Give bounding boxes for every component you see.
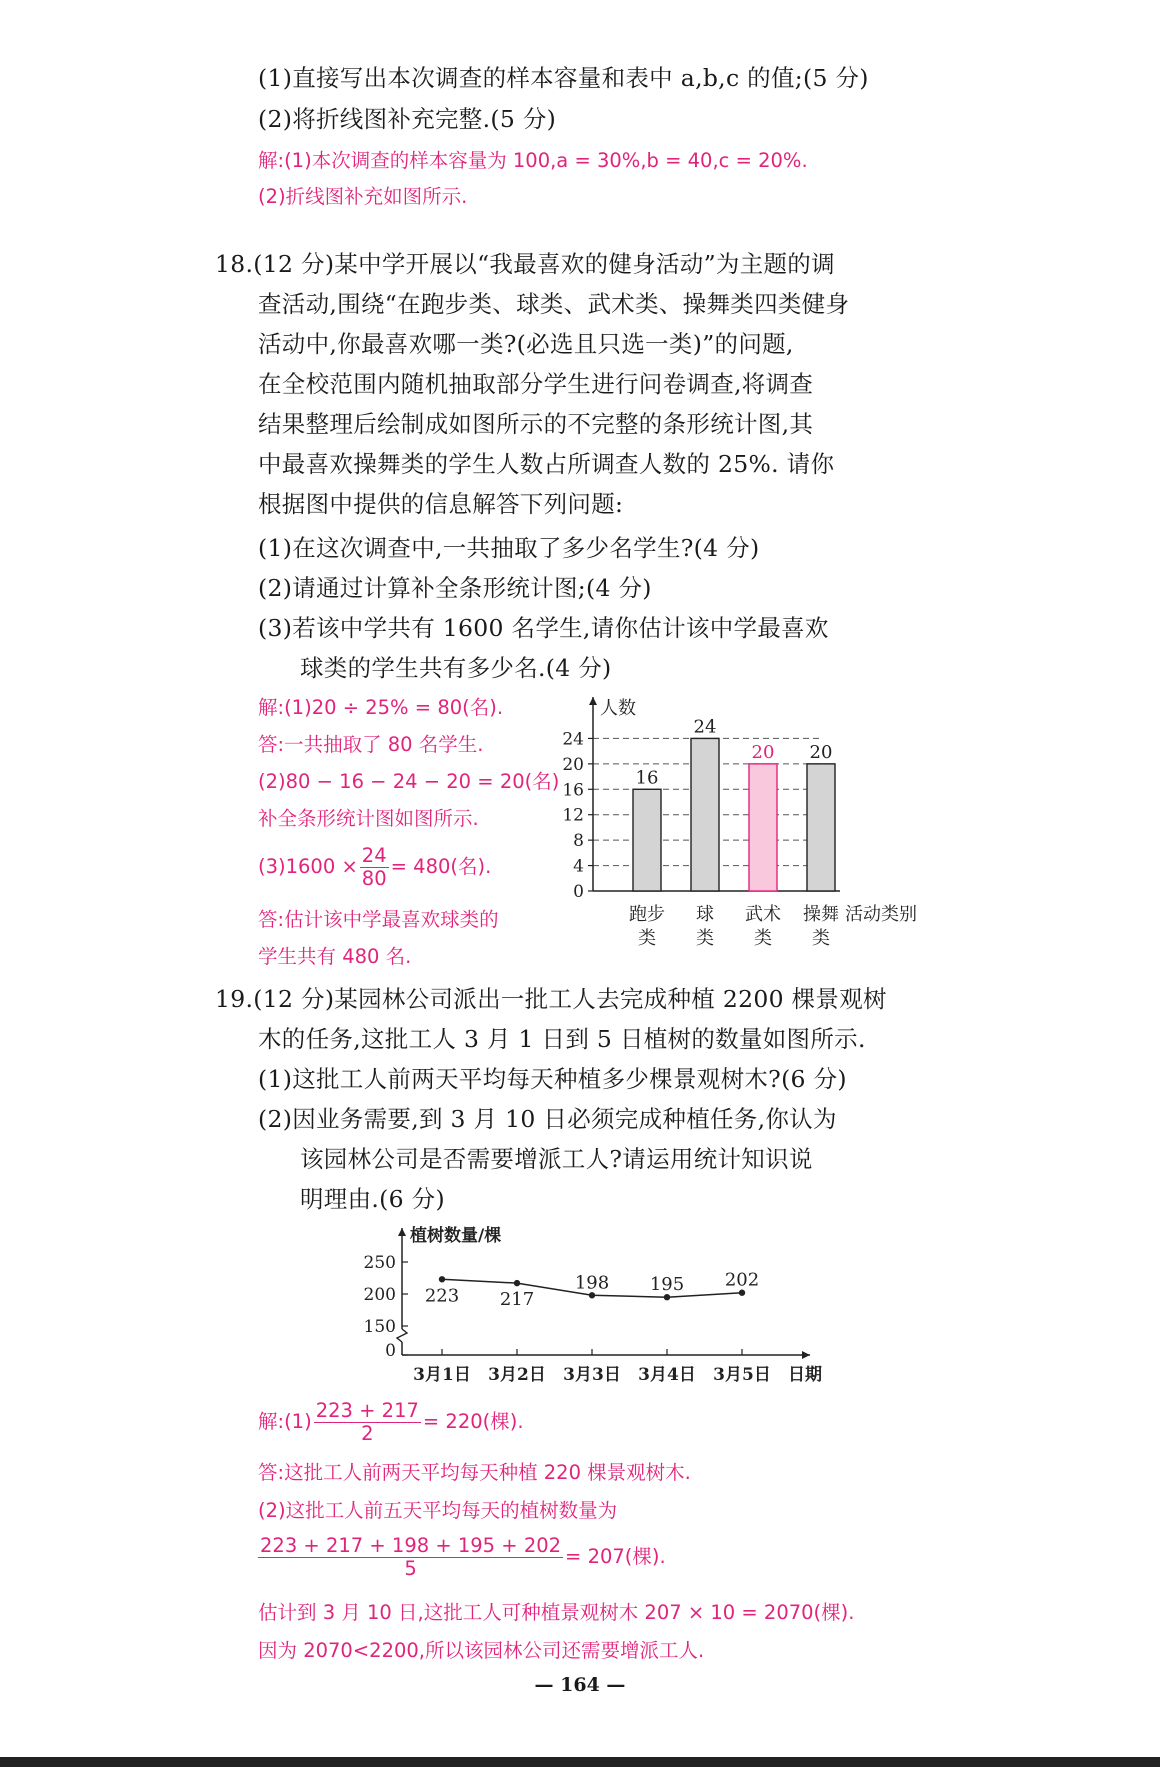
line-chart [350, 1220, 840, 1390]
bar-chart-y-tick-label: 12 [562, 805, 584, 826]
q18-sub1: (1)在这次调查中,一共抽取了多少名学生?(4 分) [258, 534, 760, 562]
q18-line: 18.(12 分)某中学开展以“我最喜欢的健身活动”为主题的调 [215, 250, 835, 278]
page-number: — 164 — [534, 1674, 626, 1696]
q17-answer-1: 解:(1)本次调查的样本容量为 100,a = 30%,b = 40,c = 20%. [258, 149, 808, 172]
q18-sub3-line1: (3)若该中学共有 1600 名学生,请你估计该中学最喜欢 [258, 614, 829, 642]
line-chart-value-label: 223 [424, 1285, 460, 1307]
bar-chart-bar [633, 789, 661, 891]
line-chart-y-tick-label: 0 [385, 1341, 396, 1361]
bar-chart-y-arrow [589, 697, 597, 705]
q18-answer-5-prefix: (3)1600 × [258, 855, 358, 878]
q18-answer-6: 答:估计该中学最喜欢球类的 [258, 908, 499, 931]
bar-chart-category-label: 武术 [745, 904, 781, 925]
q17-answer-2: (2)折线图补充如图所示. [258, 185, 468, 208]
bar-chart-bar [807, 764, 835, 891]
line-chart-category-label: 3月1日 [413, 1365, 471, 1385]
q19-answer-1-prefix: 解:(1) [258, 1410, 312, 1433]
q19-answer-6: 因为 2070<2200,所以该园林公司还需要增派工人. [258, 1639, 705, 1662]
line-chart-point [439, 1276, 445, 1282]
bar-chart-category-label: 操舞 [803, 904, 839, 925]
bar-chart [555, 685, 945, 950]
q17-sub1: (1)直接写出本次调查的样本容量和表中 a,b,c 的值;(5 分) [258, 64, 869, 92]
q18-line: 查活动,围绕“在跑步类、球类、武术类、操舞类四类健身 [258, 290, 850, 318]
q18-answer-4: 补全条形统计图如图所示. [258, 807, 479, 830]
bar-chart-category-label: 球 [696, 904, 714, 925]
q19-fraction-2 [258, 1535, 563, 1580]
q18-answer-5-suffix: = 480(名). [390, 855, 492, 878]
line-chart-y-arrow [398, 1228, 406, 1236]
bar-chart-y-tick-label: 24 [562, 729, 584, 750]
line-chart-value-label: 195 [649, 1274, 685, 1296]
line-chart-category-label: 3月3日 [563, 1365, 621, 1385]
q17-sub2: (2)将折线图补充完整.(5 分) [258, 105, 557, 133]
fraction-numerator: 223 + 217 [315, 1399, 419, 1422]
fraction-numerator: 223 + 217 + 198 + 195 + 202 [260, 1534, 562, 1557]
bar-chart-y-tick-label: 20 [562, 754, 584, 775]
bar-chart-value-label: 20 [751, 741, 775, 763]
q18-line: 在全校范围内随机抽取部分学生进行问卷调查,将调查 [258, 370, 814, 398]
line-chart-category-label: 3月2日 [488, 1365, 546, 1385]
bar-chart-category-label: 类 [638, 928, 656, 949]
q18-answer-7: 学生共有 480 名. [258, 945, 412, 968]
bar-chart-category-label: 跑步 [629, 904, 665, 925]
line-chart-y-tick-label: 250 [363, 1253, 396, 1273]
q19-sub2-line1: (2)因业务需要,到 3 月 10 日必须完成种植任务,你认为 [258, 1105, 837, 1133]
line-chart-y-tick-label: 150 [363, 1317, 396, 1337]
line-chart-category-label: 3月5日 [713, 1365, 771, 1385]
q19-line2: 木的任务,这批工人 3 月 1 日到 5 日植树的数量如图所示. [258, 1025, 866, 1053]
q18-line: 根据图中提供的信息解答下列问题: [258, 490, 624, 518]
line-chart-axis-break [397, 1329, 407, 1342]
bar-chart-bar [749, 764, 777, 891]
q19-answer-1 [258, 1400, 524, 1445]
bar-chart-value-label: 16 [635, 767, 659, 789]
q18-line: 中最喜欢操舞类的学生人数占所调查人数的 25%. 请你 [258, 450, 835, 478]
bar-chart-xlabel: 活动类别 [845, 904, 917, 925]
line-chart-value-label: 202 [724, 1269, 760, 1291]
q19-answer-5: 估计到 3 月 10 日,这批工人可种植景观树木 207 × 10 = 2070(棵). [258, 1601, 855, 1624]
bottom-bar [0, 1757, 1160, 1767]
q18-answer-2: 答:一共抽取了 80 名学生. [258, 733, 484, 756]
q18-answer-5 [258, 845, 491, 890]
q18-sub3-line2: 球类的学生共有多少名.(4 分) [300, 654, 612, 682]
q18-line: 活动中,你最喜欢哪一类?(必选且只选一类)”的问题, [258, 330, 794, 358]
bar-chart-category-label: 类 [754, 928, 772, 949]
q18-sub2: (2)请通过计算补全条形统计图;(4 分) [258, 574, 652, 602]
bar-chart-category-label: 类 [696, 928, 714, 949]
line-chart-value-label: 217 [499, 1289, 535, 1311]
q19-fraction-1 [314, 1400, 421, 1445]
line-chart-y-tick-label: 200 [363, 1285, 396, 1305]
q19-answer-4-suffix: = 207(棵). [565, 1545, 666, 1568]
q19-answer-2: 答:这批工人前两天平均每天种植 220 棵景观树木. [258, 1461, 691, 1484]
bar-chart-ylabel: 人数 [600, 698, 636, 719]
q18-fraction [360, 845, 389, 890]
bar-chart-value-label: 20 [809, 741, 833, 763]
line-chart-category-label: 3月4日 [638, 1365, 696, 1385]
bar-chart-value-label: 24 [693, 716, 717, 738]
fraction-denominator: 2 [361, 1422, 374, 1445]
q19-sub2-line3: 明理由.(6 分) [300, 1185, 445, 1213]
bar-chart-y-tick-label: 4 [573, 856, 584, 877]
bar-chart-y-tick-label: 0 [573, 882, 584, 902]
q19-answer-3: (2)这批工人前五天平均每天的植树数量为 [258, 1499, 618, 1522]
q19-answer-4 [258, 1535, 666, 1580]
bar-chart-bar [691, 738, 719, 891]
fraction-denominator: 5 [404, 1557, 417, 1580]
q19-sub2-line2: 该园林公司是否需要增派工人?请运用统计知识说 [300, 1145, 813, 1173]
line-chart-x-arrow [802, 1351, 810, 1359]
bar-chart-y-tick-label: 8 [573, 831, 584, 852]
line-chart-ylabel: 植树数量/棵 [410, 1226, 502, 1246]
q19-line1: 19.(12 分)某园林公司派出一批工人去完成种植 2200 棵景观树 [215, 985, 887, 1013]
q18-answer-1: 解:(1)20 ÷ 25% = 80(名). [258, 696, 504, 719]
q19-sub1: (1)这批工人前两天平均每天种植多少棵景观树木?(6 分) [258, 1065, 847, 1093]
bar-chart-category-label: 类 [812, 928, 830, 949]
fraction-numerator: 24 [361, 844, 387, 867]
q18-answer-3: (2)80 − 16 − 24 − 20 = 20(名) [258, 770, 560, 793]
q19-answer-1-suffix: = 220(棵). [422, 1410, 524, 1433]
bar-chart-y-tick-label: 16 [562, 780, 584, 801]
line-chart-point [514, 1280, 520, 1286]
q18-line: 结果整理后绘制成如图所示的不完整的条形统计图,其 [258, 410, 814, 438]
fraction-denominator: 80 [361, 867, 387, 890]
line-chart-value-label: 198 [574, 1272, 610, 1294]
line-chart-xlabel: 日期 [788, 1365, 822, 1385]
